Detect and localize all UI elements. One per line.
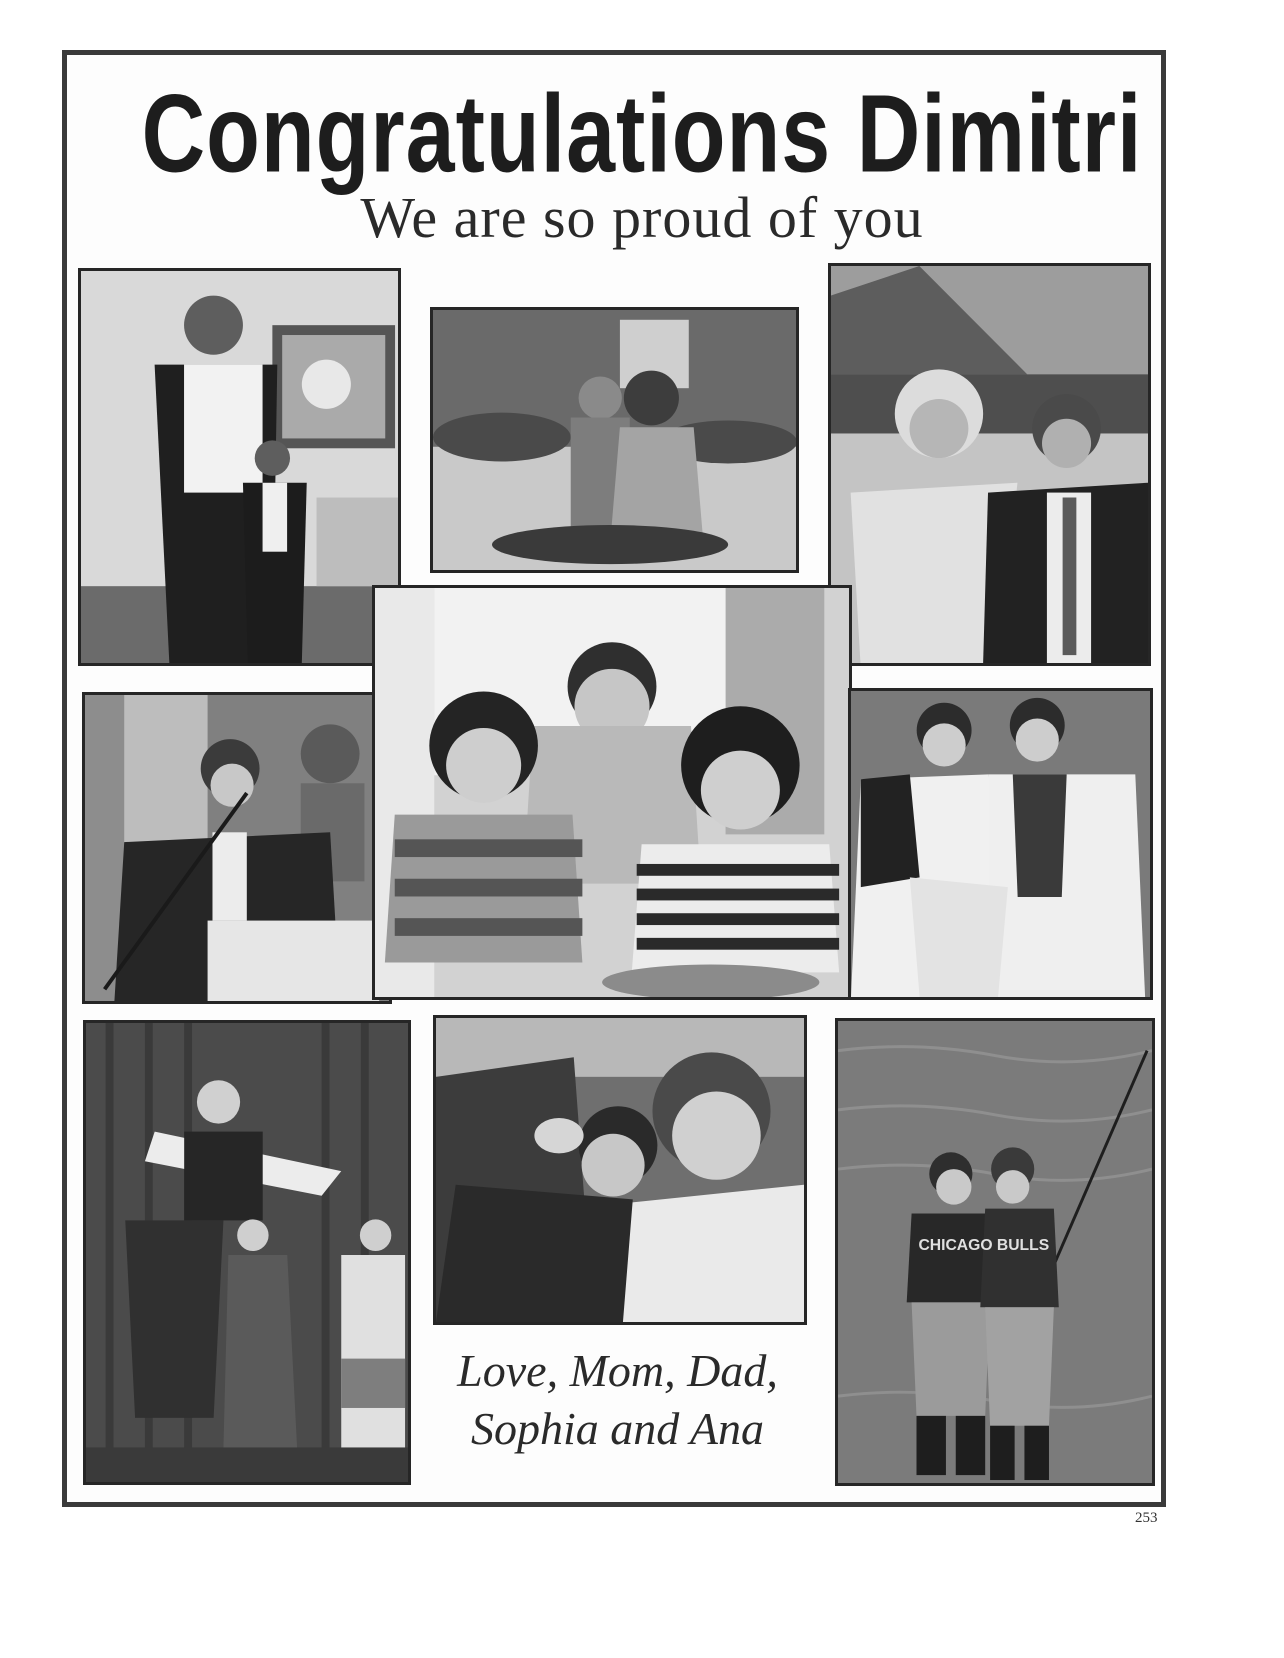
photo-woman-and-graduate <box>828 263 1151 666</box>
signoff-line-1: Love, Mom, Dad, <box>457 1345 778 1396</box>
photo-grandmother-hug <box>433 1015 807 1325</box>
page-subtitle: We are so proud of you <box>360 185 924 250</box>
photo-speaker-at-podium <box>82 692 392 1004</box>
page-number: 253 <box>1135 1510 1158 1526</box>
photo-folk-dance-stage <box>83 1020 411 1485</box>
signoff <box>430 1342 805 1458</box>
photo-mother-and-baby <box>430 307 799 573</box>
signoff-line-2: Sophia and Ana <box>470 1403 765 1454</box>
page-title: Congratulations Dimitri <box>141 71 1143 195</box>
bulls-shirt-text: CHICAGO BULLS <box>918 1236 1050 1255</box>
photo-siblings-at-table <box>372 585 852 1000</box>
photo-boys-greek-costume <box>848 688 1153 1000</box>
photo-tuxedo-father-son <box>78 268 401 666</box>
photo-boys-fishing <box>835 1018 1155 1486</box>
